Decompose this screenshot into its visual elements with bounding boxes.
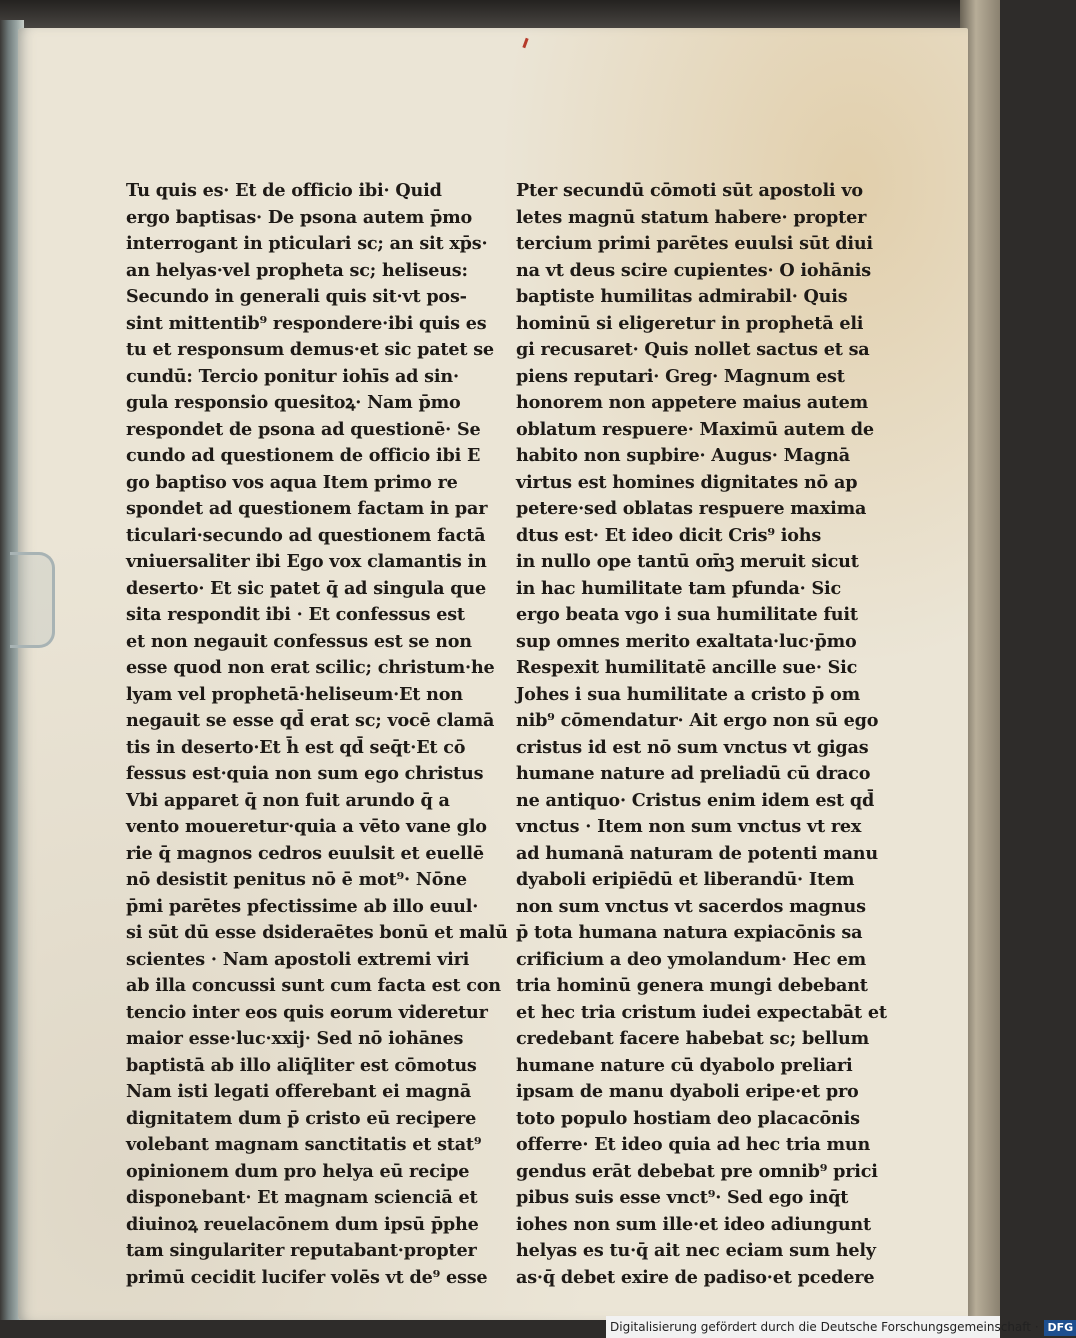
text-line: nib⁹ cōmendatur· Ait ergo non sū ego	[516, 710, 879, 731]
text-line: ergo baptisas· De psona autem p̄mo	[126, 206, 473, 228]
text-line: letes magnū statum habere· propter	[516, 206, 867, 228]
text-line: disponebant· Et magnam scienciā et	[126, 1187, 478, 1208]
text-line: in hac humilitate tam pfunda· Sic	[516, 577, 842, 599]
text-line: as·q̄ debet exire de padiso·et pcedere	[516, 1266, 875, 1288]
digitization-credit	[606, 1316, 1074, 1338]
text-line: an helyas·vel propheta sc; heliseus:	[126, 259, 468, 281]
text-line: fessus est·quia non sum ego christus	[126, 763, 484, 784]
text-line: ipsam de manu dyaboli eripe·et pro	[516, 1081, 859, 1102]
text-line: cundū: Tercio ponitur iohīs ad sin·	[126, 365, 459, 387]
text-line: esse quod non erat scilic; christum·he	[126, 657, 495, 678]
text-line: baptistā ab illo aliq̄liter est cōmotus	[126, 1054, 477, 1076]
text-line: tu et responsum demus·et sic patet se	[126, 339, 494, 360]
text-line: dignitatem dum p̄ cristo eū recipere	[126, 1107, 477, 1129]
text-line: non sum vnctus vt sacerdos magnus	[516, 895, 866, 917]
text-line: baptiste humilitas admirabil· Quis	[516, 286, 848, 307]
page-clip	[10, 552, 55, 648]
text-line: gendus erāt debebat pre omnib⁹ prici	[516, 1160, 878, 1182]
text-line: negauit se esse qd̄ erat sc; vocē clamā	[126, 710, 495, 731]
text-line: Secundo in generali quis sit·vt pos-	[126, 286, 467, 307]
text-line: dyaboli eripiēdū et liberandū· Item	[516, 869, 855, 890]
text-line: vnctus · Item non sum vnctus vt rex	[516, 816, 862, 837]
text-line: toto populo hostiam deo placacōnis	[516, 1107, 860, 1129]
text-line: sita respondit ibi · Et confessus est	[126, 604, 465, 625]
text-line: Pter secundū cōmoti sūt apostoli vo	[516, 180, 863, 201]
text-line: credebant facere habebat sc; bellum	[516, 1028, 870, 1049]
left-text-column	[126, 178, 508, 1291]
text-line: iohes non sum ille·et ideo adiungunt	[516, 1213, 871, 1235]
text-line: diuinoꝝ reuelacōnem dum ipsū p̄phe	[126, 1213, 479, 1235]
text-line: dtus est· Et ideo dicit Cris⁹ iohs	[516, 524, 822, 546]
text-line: ergo beata vgo i sua humilitate fuit	[516, 604, 858, 625]
text-line: vniuersaliter ibi Ego vox clamantis in	[126, 551, 487, 572]
text-line: ab illa concussi sunt cum facta est con	[126, 975, 501, 996]
text-line: spondet ad questionem factam in par	[126, 498, 488, 519]
text-line: sup omnes merito exaltata·luc·p̄mo	[516, 630, 857, 652]
dfg-logo: DFG	[1044, 1320, 1076, 1336]
text-line: maior esse·luc·xxij· Sed nō iohānes	[126, 1028, 464, 1049]
text-line: p̄ tota humana natura expiacōnis sa	[516, 922, 863, 943]
text-line: tria hominū genera mungi debebant	[516, 975, 868, 996]
text-line: respondet de psona ad questionē· Se	[126, 418, 481, 440]
text-line: tis in deserto·Et h̄ est qd̄ seq̄t·Et cō	[126, 736, 466, 758]
text-line: ne antiquo· Cristus enim idem est qd̄	[516, 789, 875, 811]
text-line: lyam vel prophetā·heliseum·Et non	[126, 683, 463, 705]
text-line: interrogant in pticulari sc; an sit xp̄s·	[126, 233, 488, 254]
text-line: Respexit humilitatē ancille sue· Sic	[516, 657, 858, 678]
text-line: piens reputari· Greg· Magnum est	[516, 365, 845, 387]
text-line: go baptiso vos aqua Item primo re	[126, 471, 458, 493]
text-line: crificium a deo ymolandum· Hec em	[516, 948, 866, 970]
text-line: deserto· Et sic patet q̄ ad singula que	[126, 577, 486, 599]
text-line: helyas es tu·q̄ ait nec eciam sum hely	[516, 1240, 876, 1261]
text-line: p̄mi parētes pfectissime ab illo euul·	[126, 895, 479, 917]
right-text-column	[516, 178, 887, 1291]
text-line: sint mittentib⁹ respondere·ibi quis es	[126, 312, 487, 334]
text-line: nō desistit penitus nō ē mot⁹· Nōne	[126, 869, 467, 890]
text-line: tam singulariter reputabant·propter	[126, 1240, 477, 1261]
text-line: rie q̄ magnos cedros euulsit et euellē	[126, 842, 484, 864]
text-line: na vt deus scire cupientes· O iohānis	[516, 259, 871, 281]
text-line: cristus id est nō sum vnctus vt gigas	[516, 736, 869, 758]
text-line: Vbi apparet q̄ non fuit arundo q̄ a	[126, 789, 450, 811]
text-line: hominū si eligeretur in prophetā eli	[516, 312, 864, 334]
text-line: cundo ad questionem de officio ibi E	[126, 445, 481, 466]
text-line: si sūt dū esse dsideraētes bonū et malū	[126, 922, 508, 943]
text-line: et non negauit confessus est se non	[126, 630, 472, 652]
text-line: volebant magnam sanctitatis et stat⁹	[126, 1134, 482, 1155]
text-line: gula responsio quesitoꝝ· Nam p̄mo	[126, 392, 461, 413]
text-line: ticulari·secundo ad questionem factā	[126, 524, 486, 546]
text-line: primū cecidit lucifer volēs vt de⁹ esse	[126, 1266, 488, 1288]
text-line: in nullo ope tantū om̄ꝫ meruit sicut	[516, 551, 859, 572]
text-line: vento moueretur·quia a vēto vane glo	[126, 816, 487, 837]
text-line: humane nature ad preliadū cū draco	[516, 763, 871, 784]
text-line: Nam isti legati offerebant ei magnā	[126, 1081, 472, 1102]
text-line: humane nature cū dyabolo preliari	[516, 1054, 853, 1076]
text-line: opinionem dum pro helya eū recipe	[126, 1160, 470, 1182]
text-line: et hec tria cristum iudei expectabāt et	[516, 1001, 887, 1023]
text-line: scientes · Nam apostoli extremi viri	[126, 948, 470, 970]
scan-background-top	[0, 0, 1000, 30]
text-line: honorem non appetere maius autem	[516, 392, 869, 413]
text-line: Johes i sua humilitate a cristo p̄ om	[516, 683, 860, 705]
text-line: tercium primi parētes euulsi sūt diui	[516, 233, 873, 254]
text-line: ad humanā naturam de potenti manu	[516, 842, 878, 864]
credit-text: Digitalisierung gefördert durch die Deutsche Forschungsgemeinschaft ·	[610, 1320, 1039, 1334]
text-line: gi recusaret· Quis nollet sactus et sa	[516, 339, 870, 360]
text-line: Tu quis es· Et de officio ibi· Quid	[126, 180, 442, 201]
text-line: offerre· Et ideo quia ad hec tria mun	[516, 1134, 871, 1155]
text-line: habito non supbire· Augus· Magnā	[516, 445, 850, 466]
text-line: petere·sed oblatas respuere maxima	[516, 498, 867, 519]
text-line: oblatum respuere· Maximū autem de	[516, 418, 874, 440]
text-line: virtus est homines dignitates nō ap	[516, 471, 858, 493]
text-line: tencio inter eos quis eorum videretur	[126, 1001, 488, 1023]
text-line: pibus suis esse vnct⁹· Sed ego inq̄t	[516, 1187, 849, 1208]
